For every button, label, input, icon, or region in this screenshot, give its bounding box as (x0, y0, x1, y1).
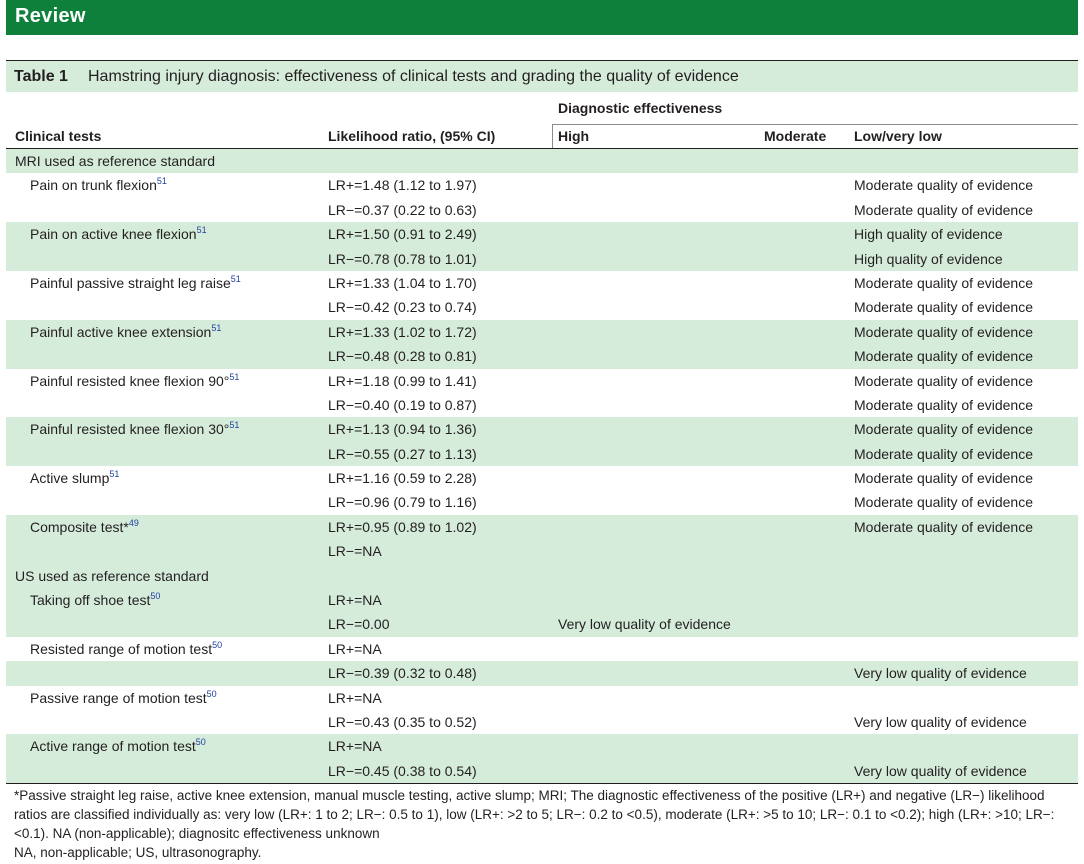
likelihood-ratio-cell: LR+=0.95 (0.89 to 1.02) (328, 518, 477, 535)
likelihood-ratio-cell: LR+=NA (328, 592, 382, 609)
header-divider (552, 124, 1078, 125)
clinical-test-cell (30, 588, 160, 612)
footnote-abbreviations: NA, non-applicable; US, ultrasonography. (14, 845, 262, 860)
table-caption (6, 60, 1078, 92)
diagnostic-effectiveness-header: Diagnostic effectiveness (558, 100, 723, 116)
low-effectiveness-cell: Moderate quality of evidence (854, 299, 1033, 316)
table-row (6, 612, 1078, 636)
table-row (6, 247, 1078, 271)
likelihood-ratio-cell: LR+=NA (328, 738, 382, 755)
table-row (6, 734, 1078, 758)
col-header-clinical-tests: Clinical tests (15, 128, 102, 144)
low-effectiveness-cell: Moderate quality of evidence (854, 470, 1033, 487)
reference-link[interactable]: 50 (206, 688, 217, 699)
clinical-test-cell (30, 222, 207, 246)
clinical-test-name: Pain on active knee flexion (30, 226, 197, 243)
banner-label: Review (15, 5, 86, 27)
low-effectiveness-cell: Moderate quality of evidence (854, 372, 1033, 389)
low-effectiveness-cell: High quality of evidence (854, 226, 1003, 243)
table-row (6, 320, 1078, 344)
table-row (6, 417, 1078, 441)
clinical-test-name: Painful resisted knee flexion 90° (30, 372, 230, 389)
reference-link[interactable]: 49 (128, 517, 139, 528)
table-footnotes (6, 786, 1074, 862)
clinical-test-cell (30, 466, 119, 490)
likelihood-ratio-cell: LR+=1.18 (0.99 to 1.41) (328, 372, 477, 389)
clinical-test-name: Painful passive straight leg raise (30, 274, 231, 291)
table-row (6, 369, 1078, 393)
reference-link[interactable]: 51 (211, 322, 222, 333)
low-effectiveness-cell: Very low quality of evidence (854, 713, 1027, 730)
likelihood-ratio-cell: LR−=0.37 (0.22 to 0.63) (328, 201, 477, 218)
likelihood-ratio-cell: LR−=0.40 (0.19 to 0.87) (328, 396, 477, 413)
table-row (6, 588, 1078, 612)
col-header-likelihood-ratio: Likelihood ratio, (95% CI) (328, 128, 496, 144)
low-effectiveness-cell: Moderate quality of evidence (854, 348, 1033, 365)
low-effectiveness-cell: Moderate quality of evidence (854, 177, 1033, 194)
table-title: Hamstring injury diagnosis: effectiveness of clinical tests and grading the quality of evidence (88, 68, 739, 85)
table-row (6, 393, 1078, 417)
likelihood-ratio-cell: LR+=NA (328, 689, 382, 706)
table-header (6, 92, 1078, 149)
clinical-test-name: Painful active knee extension (30, 323, 212, 340)
table-row (6, 759, 1078, 783)
footnote-definitions: *Passive straight leg raise, active knee extension, manual muscle testing, active slump; MRI; The diagnostic effectiveness of the positive (LR+) and negative (LR−) likelihood ratios are classified individually as: very low (LR+: 1 to 2; LR−: 0.5 to 1), low (LR+: >2 to 5; LR−: 0.2 to <0.5), moderate (LR+: >5 to 10; LR−: 0.1 to <0.2); high (LR+: >10; LR−: <0.1). NA (non-applicable); diagnositc effectiveness unknown (14, 788, 1055, 841)
likelihood-ratio-cell: LR−=0.48 (0.28 to 0.81) (328, 348, 477, 365)
reference-link[interactable]: 51 (109, 469, 120, 480)
clinical-test-cell (30, 173, 167, 197)
reference-link[interactable]: 51 (229, 420, 240, 431)
table-row (6, 466, 1078, 490)
clinical-test-name: Painful resisted knee flexion 30° (30, 421, 230, 438)
likelihood-ratio-cell: LR−=0.39 (0.32 to 0.48) (328, 665, 477, 682)
table-row (6, 271, 1078, 295)
high-effectiveness-cell: Very low quality of evidence (558, 616, 731, 633)
clinical-test-cell (30, 686, 217, 710)
clinical-test-cell (30, 515, 139, 539)
clinical-test-cell (30, 417, 239, 441)
table-bottom-rule (6, 783, 1078, 784)
low-effectiveness-cell: Very low quality of evidence (854, 762, 1027, 779)
reference-link[interactable]: 51 (156, 176, 167, 187)
likelihood-ratio-cell: LR−=0.96 (0.79 to 1.16) (328, 494, 477, 511)
table-row (6, 515, 1078, 539)
clinical-test-name: Pain on trunk flexion (30, 177, 157, 194)
clinical-test-name: Active range of motion test (30, 738, 196, 755)
reference-link[interactable]: 50 (195, 737, 206, 748)
table-row (6, 490, 1078, 514)
low-effectiveness-cell: Very low quality of evidence (854, 665, 1027, 682)
low-effectiveness-cell: High quality of evidence (854, 250, 1003, 267)
table-row (6, 442, 1078, 466)
clinical-test-cell (30, 369, 239, 393)
likelihood-ratio-cell: LR+=1.33 (1.04 to 1.70) (328, 274, 477, 291)
low-effectiveness-cell: Moderate quality of evidence (854, 396, 1033, 413)
low-effectiveness-cell: Moderate quality of evidence (854, 323, 1033, 340)
likelihood-ratio-cell: LR+=1.13 (0.94 to 1.36) (328, 421, 477, 438)
likelihood-ratio-cell: LR−=0.55 (0.27 to 1.13) (328, 445, 477, 462)
section-row (6, 149, 1078, 173)
clinical-test-cell (30, 320, 221, 344)
table-row (6, 637, 1078, 661)
likelihood-ratio-cell: LR+=1.48 (1.12 to 1.97) (328, 177, 477, 194)
likelihood-ratio-cell: LR+=1.50 (0.91 to 2.49) (328, 226, 477, 243)
table-1 (6, 60, 1078, 784)
clinical-test-cell (30, 734, 206, 758)
clinical-test-name: Resisted range of motion test (30, 640, 213, 657)
clinical-test-cell (30, 271, 241, 295)
likelihood-ratio-cell: LR+=1.16 (0.59 to 2.28) (328, 470, 477, 487)
clinical-test-name: Passive range of motion test (30, 689, 207, 706)
section-row (6, 564, 1078, 588)
likelihood-ratio-cell: LR+=1.33 (1.02 to 1.72) (328, 323, 477, 340)
low-effectiveness-cell: Moderate quality of evidence (854, 494, 1033, 511)
reference-link[interactable]: 51 (196, 225, 207, 236)
reference-link[interactable]: 51 (229, 371, 240, 382)
likelihood-ratio-cell: LR−=0.78 (0.78 to 1.01) (328, 250, 477, 267)
reference-link[interactable]: 50 (150, 591, 161, 602)
likelihood-ratio-cell: LR−=NA (328, 543, 382, 560)
section-label: US used as reference standard (15, 567, 209, 584)
clinical-test-cell (30, 637, 222, 661)
reference-link[interactable]: 50 (212, 639, 223, 650)
clinical-test-name: Composite test* (30, 518, 129, 535)
review-banner (6, 0, 1078, 35)
reference-link[interactable]: 51 (230, 273, 241, 284)
clinical-test-name: Active slump (30, 470, 110, 487)
col-header-moderate: Moderate (764, 128, 827, 144)
table-label: Table 1 (14, 68, 68, 85)
likelihood-ratio-cell: LR−=0.00 (328, 616, 390, 633)
col-header-low: Low/very low (854, 128, 942, 144)
table-row (6, 222, 1078, 246)
header-column-separator (552, 124, 553, 149)
col-header-high: High (558, 128, 590, 144)
clinical-test-name: Taking off shoe test (30, 592, 151, 609)
section-label: MRI used as reference standard (15, 153, 215, 169)
low-effectiveness-cell: Moderate quality of evidence (854, 518, 1033, 535)
table-body (6, 149, 1078, 783)
table-row (6, 661, 1078, 685)
low-effectiveness-cell: Moderate quality of evidence (854, 274, 1033, 291)
low-effectiveness-cell: Moderate quality of evidence (854, 201, 1033, 218)
low-effectiveness-cell: Moderate quality of evidence (854, 421, 1033, 438)
likelihood-ratio-cell: LR+=NA (328, 640, 382, 657)
low-effectiveness-cell: Moderate quality of evidence (854, 445, 1033, 462)
table-row (6, 710, 1078, 734)
table-row (6, 686, 1078, 710)
table-row (6, 344, 1078, 368)
likelihood-ratio-cell: LR−=0.43 (0.35 to 0.52) (328, 713, 477, 730)
likelihood-ratio-cell: LR−=0.42 (0.23 to 0.74) (328, 299, 477, 316)
likelihood-ratio-cell: LR−=0.45 (0.38 to 0.54) (328, 762, 477, 779)
table-row (6, 173, 1078, 197)
table-row (6, 198, 1078, 222)
table-row (6, 295, 1078, 319)
table-row (6, 539, 1078, 563)
